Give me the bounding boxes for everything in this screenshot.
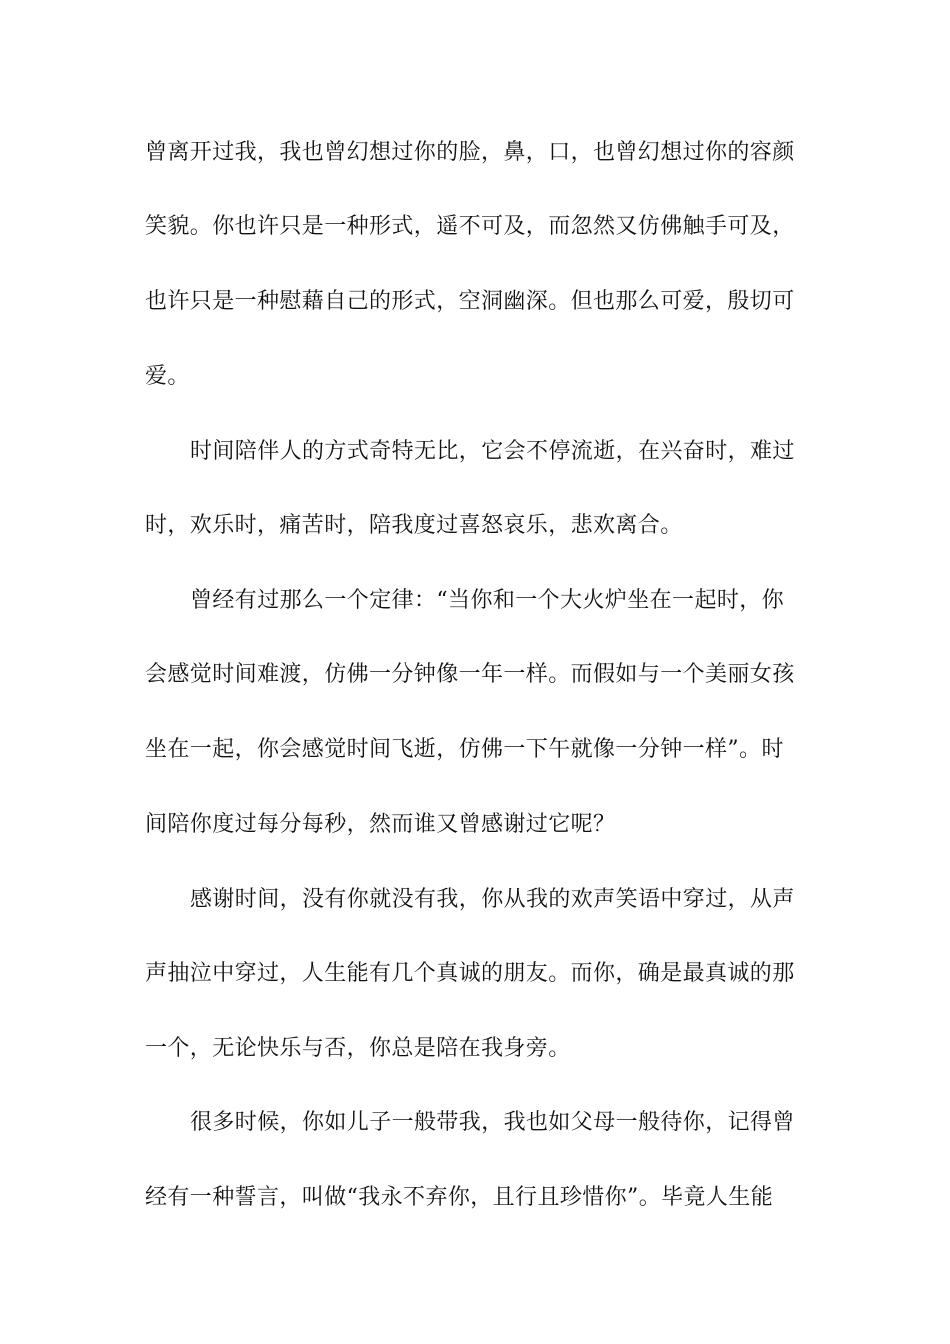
text-line: 一个，无论快乐与否，你总是陪在我身旁。 [145,1036,571,1061]
text-line: 曾离开过我，我也曾幻想过你的脸，鼻，口，也曾幻想过你的容颜 [145,140,795,165]
paragraph-start-line: 曾经有过那么一个定律：“当你和一个大火炉坐在一起时，你 [190,588,785,613]
text-line: 间陪你度过每分每秒，然而谁又曾感谢过它呢？ [145,812,616,837]
text-line: 爱。 [145,364,190,389]
text-line: 时，欢乐时，痛苦时，陪我度过喜怒哀乐，悲欢离合。 [145,513,683,538]
text-line: 笑貌。你也许只是一种形式，遥不可及，而忽然又仿佛触手可及， [145,214,795,239]
text-line: 也许只是一种慰藉自己的形式，空洞幽深。但也那么可爱，殷切可 [145,289,795,314]
text-line: 会感觉时间难渡，仿佛一分钟像一年一样。而假如与一个美丽女孩 [145,662,795,687]
paragraph-start-line: 感谢时间，没有你就没有我，你从我的欢声笑语中穿过，从声 [190,887,795,912]
paragraph-start-line: 很多时候，你如儿子一般带我，我也如父母一般待你，记得曾 [190,1110,795,1135]
paragraph-start-line: 时间陪伴人的方式奇特无比，它会不停流逝，在兴奋时，难过 [190,439,795,464]
text-line: 经有一种誓言，叫做“我永不弃你，且行且珍惜你”。毕竟人生能 [145,1185,774,1210]
text-line: 坐在一起，你会感觉时间飞逝，仿佛一下午就像一分钟一样”。时 [145,737,784,762]
text-line: 声抽泣中穿过，人生能有几个真诚的朋友。而你，确是最真诚的那 [145,961,795,986]
